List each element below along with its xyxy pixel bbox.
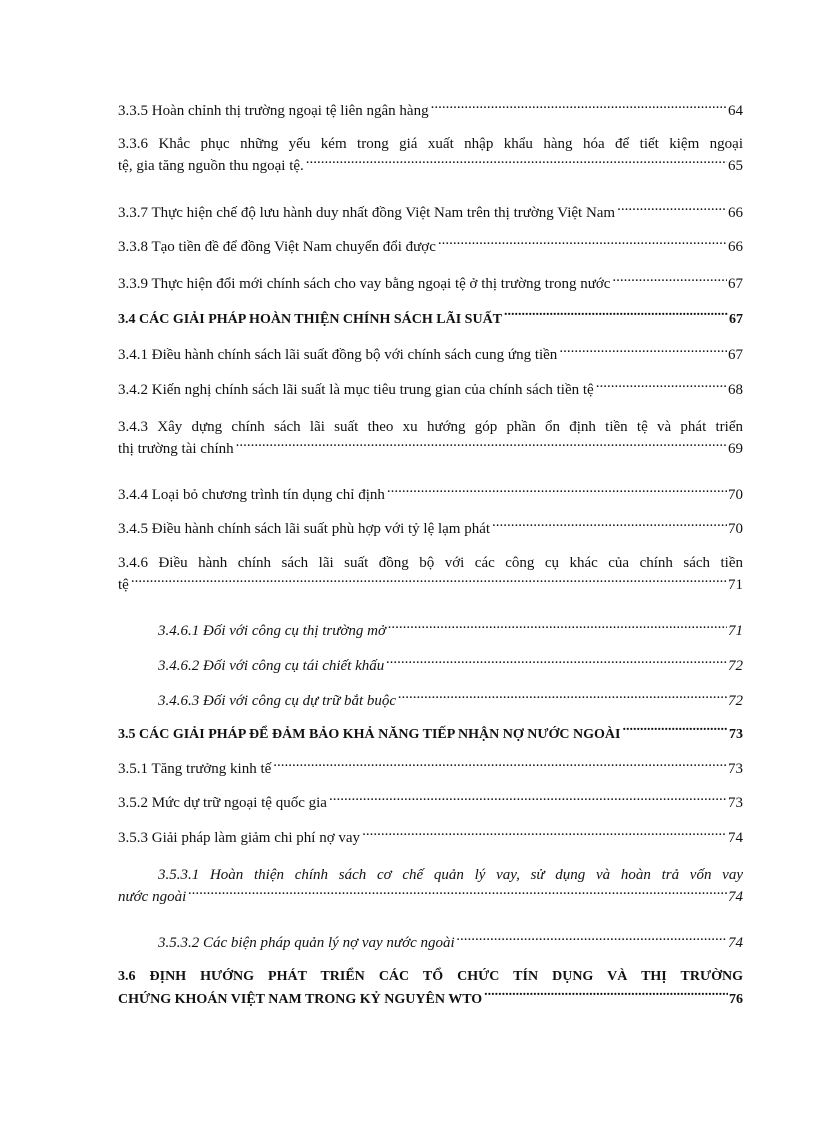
dot-leader [615, 202, 727, 217]
toc-entry-3-3-6[interactable] [118, 133, 743, 177]
toc-page-number: 74 [728, 935, 743, 951]
toc-entry-3-3-8[interactable] [118, 236, 743, 258]
dot-leader [271, 758, 727, 773]
toc-label-line1: 3.5.3.1 Hoàn thiện chính sách cơ chế quản lý vay, sử dụng và hoàn trả vốn vay [158, 867, 743, 883]
toc-label-line1: 3.4.3 Xây dựng chính sách lãi suất theo xu hướng góp phần ổn định tiền tệ và phát triển [118, 419, 743, 435]
toc-label-line1: 3.3.6 Khắc phục những yếu kém trong giá xuất nhập khẩu hàng hóa để tiết kiệm ngoại [118, 136, 743, 152]
toc-page-number: 73 [728, 795, 743, 811]
dot-leader [436, 236, 727, 251]
toc-label: 3.5.3.2 Các biện pháp quản lý nợ vay nước ngoài [158, 935, 455, 951]
toc-label: 3.5.3 Giải pháp làm giảm chi phí nợ vay [118, 830, 361, 846]
toc-page-number: 65 [728, 158, 743, 174]
toc-page-number: 74 [728, 830, 743, 846]
dot-leader [396, 690, 727, 705]
toc-entry-3-6[interactable] [118, 966, 743, 1010]
toc-entry-3-4-6-2[interactable] [118, 655, 783, 677]
toc-label: 3.4.1 Điều hành chính sách lãi suất đồng bộ với chính sách cung ứng tiền [118, 347, 558, 363]
dot-leader [490, 518, 727, 533]
toc-label: 3.3.5 Hoàn chỉnh thị trường ngoại tệ liên ngân hàng [118, 103, 429, 119]
toc-entry-3-5-3-1[interactable] [118, 864, 743, 908]
toc-entry-3-4[interactable] [118, 309, 743, 331]
toc-label-line1: 3.4.6 Điều hành chính sách lãi suất đồng bộ với các công cụ khác của chính sách tiền [118, 555, 743, 571]
toc-entry-3-4-4[interactable] [118, 484, 743, 506]
toc-entry-3-5-3-2[interactable] [118, 932, 783, 954]
dot-leader [482, 989, 728, 1003]
toc-page-number: 67 [728, 347, 743, 363]
dot-leader [385, 484, 727, 499]
toc-entry-3-3-9[interactable] [118, 273, 743, 295]
toc-page-number: 72 [728, 658, 743, 674]
dot-leader [620, 724, 728, 738]
toc-page-number: 67 [729, 312, 743, 327]
dot-leader [129, 574, 727, 589]
dot-leader [186, 886, 727, 901]
toc-label: 3.3.8 Tạo tiền đề để đồng Việt Nam chuyển đổi được [118, 239, 436, 255]
dot-leader [304, 155, 727, 170]
toc-entry-3-5[interactable] [118, 724, 743, 746]
toc-page-number: 70 [728, 521, 743, 537]
toc-label: 3.4.6.1 Đối với công cụ thị trường mở [158, 623, 387, 639]
toc-label: 3.4.6.2 Đối với công cụ tái chiết khấu [158, 658, 385, 674]
dot-leader [455, 932, 727, 947]
toc-entry-3-4-5[interactable] [118, 518, 743, 540]
toc-entry-3-5-2[interactable] [118, 792, 743, 814]
toc-entry-3-4-6-1[interactable] [118, 620, 783, 642]
toc-entry-3-5-1[interactable] [118, 758, 743, 780]
toc-label: 3.4.6.3 Đối với công cụ dự trữ bắt buộc [158, 693, 397, 709]
toc-entry-3-4-1[interactable] [118, 344, 743, 366]
toc-page-number: 66 [728, 239, 743, 255]
toc-page-number: 64 [728, 103, 743, 119]
toc-label: 3.4.2 Kiến nghị chính sách lãi suất là mục tiêu trung gian của chính sách tiền tệ [118, 382, 594, 398]
toc-entry-3-5-3[interactable] [118, 827, 743, 849]
toc-entry-3-3-7[interactable] [118, 202, 743, 224]
dot-leader [234, 438, 727, 453]
dot-leader [386, 620, 727, 635]
toc-page-number: 73 [728, 761, 743, 777]
toc-label: 3.3.9 Thực hiện đổi mới chính sách cho vay bằng ngoại tệ ở thị trường trong nước [118, 276, 611, 292]
dot-leader [360, 827, 727, 842]
toc-page-number: 71 [728, 577, 743, 593]
toc-entry-3-4-3[interactable] [118, 416, 743, 460]
toc-label: thị trường tài chính [118, 441, 234, 457]
toc-page-number: 74 [728, 889, 743, 905]
toc-page-number: 68 [728, 382, 743, 398]
toc-label: 3.4.5 Điều hành chính sách lãi suất phù hợp với tỷ lệ lạm phát [118, 521, 491, 537]
dot-leader [610, 273, 727, 288]
toc-label: 3.5 CÁC GIẢI PHÁP ĐỂ ĐẢM BẢO KHẢ NĂNG TIẾP NHẬN NỢ NƯỚC NGOÀI [118, 727, 621, 742]
dot-leader [429, 100, 727, 115]
dot-leader [594, 379, 727, 394]
dot-leader [502, 309, 728, 323]
toc-page-number: 66 [728, 205, 743, 221]
dot-leader [327, 792, 727, 807]
toc-label: 3.4.4 Loại bỏ chương trình tín dụng chỉ định [118, 487, 385, 503]
toc-label: nước ngoài [118, 889, 187, 905]
toc-page-number: 67 [728, 276, 743, 292]
toc-page-number: 73 [729, 727, 743, 742]
toc-entry-3-4-6-3[interactable] [118, 690, 783, 712]
toc-page-number: 70 [728, 487, 743, 503]
toc-label: 3.3.7 Thực hiện chế độ lưu hành duy nhất đồng Việt Nam trên thị trường Việt Nam [118, 205, 616, 221]
toc-page-number: 76 [729, 992, 743, 1007]
toc-entry-3-3-5[interactable] [118, 100, 743, 122]
toc-entry-3-4-2[interactable] [118, 379, 743, 401]
dot-leader [557, 344, 727, 359]
toc-label: 3.5.1 Tăng trưởng kinh tế [118, 761, 272, 777]
toc-page-number: 69 [728, 441, 743, 457]
toc-label: tệ [118, 577, 129, 593]
toc-label: tệ, gia tăng nguồn thu ngoại tệ. [118, 158, 304, 174]
toc-page-number: 71 [728, 623, 743, 639]
toc-label: CHỨNG KHOÁN VIỆT NAM TRONG KỶ NGUYÊN WTO [118, 992, 483, 1007]
toc-entry-3-4-6[interactable] [118, 552, 743, 596]
dot-leader [384, 655, 727, 670]
toc-label: 3.4 CÁC GIẢI PHÁP HOÀN THIỆN CHÍNH SÁCH LÃI SUẤT [118, 312, 503, 327]
toc-label-line1: 3.6 ĐỊNH HƯỚNG PHÁT TRIỂN CÁC TỔ CHỨC TÍN DỤNG VÀ THỊ TRƯỜNG [118, 969, 743, 984]
toc-label: 3.5.2 Mức dự trữ ngoại tệ quốc gia [118, 795, 327, 811]
toc-page-number: 72 [728, 693, 743, 709]
